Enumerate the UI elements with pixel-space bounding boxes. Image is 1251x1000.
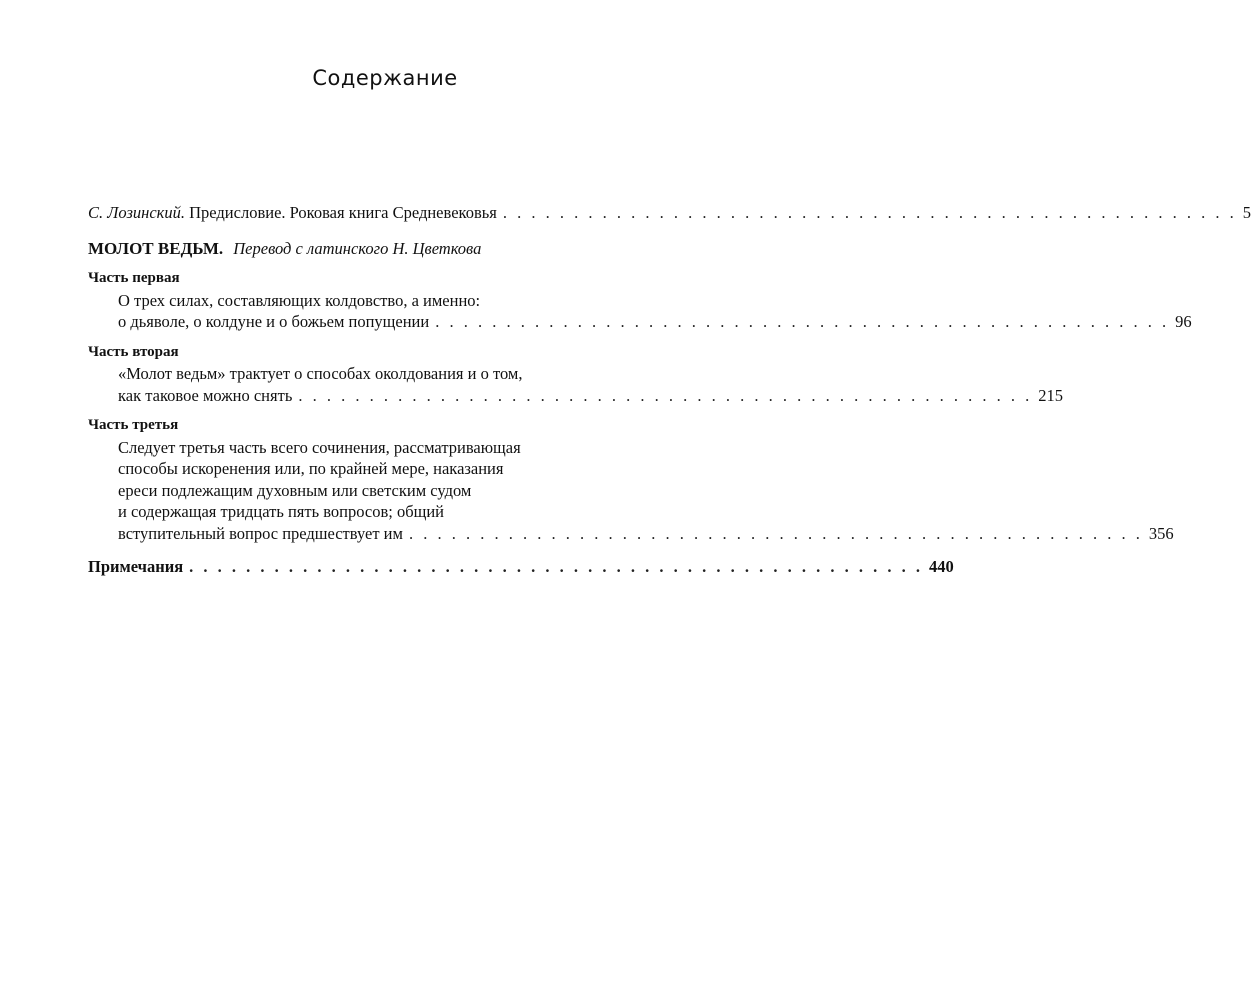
preface-title: Предисловие. Роковая книга Средневековья	[189, 203, 497, 222]
entry-line: о дьяволе, о колдуне и о божьем попущении	[118, 312, 430, 331]
dot-leader: . . . . . . . . . . . . . . . . . . . . . . . . . . . . . . . . . . . . . . . . . . . . . . . . . . . .	[408, 523, 1143, 543]
page-title: Содержание	[312, 66, 458, 90]
part-heading-1: Часть первая	[88, 270, 180, 286]
preface-author: С. Лозинский.	[88, 203, 186, 222]
entry-line: как таковое можно снять	[118, 385, 293, 405]
toc-entry-notes[interactable]	[88, 556, 954, 578]
book-title: МОЛОТ ВЕДЬМ.	[88, 238, 224, 258]
table-of-contents	[88, 202, 1251, 578]
entry-line: «Молот ведьм» трактует о способах околдования и о том,	[118, 364, 523, 383]
notes-label: Примечания	[88, 557, 184, 576]
part-heading-2: Часть вторая	[88, 343, 179, 360]
toc-entry-part-2[interactable]	[88, 363, 1063, 406]
dot-leader: . . . . . . . . . . . . . . . . . . . . . . . . . . . . . . . . . . . . . . . . . . . . . . . . . . . .	[298, 385, 1033, 405]
entry-line: ереси подлежащим духовным или светским судом	[118, 480, 472, 500]
book-heading	[88, 238, 684, 260]
entry-line: О трех силах, составляющих колдовство, а именно:	[118, 290, 481, 310]
toc-entry-part-3[interactable]	[88, 437, 1174, 545]
entry-line: способы искоренения или, по крайней мере, наказания	[118, 459, 504, 478]
page-number: 215	[1038, 385, 1063, 405]
entry-line: Следует третья часть всего сочинения, рассматривающая	[118, 437, 521, 457]
entry-line: вступительный вопрос предшествует им	[118, 523, 403, 543]
entry-line: и содержащая тридцать пять вопросов; общий	[118, 502, 444, 521]
book-subtitle: Перевод с латинского Н. Цветкова	[233, 238, 482, 258]
page-number: 5	[1242, 203, 1251, 222]
page-number: 440	[929, 557, 954, 576]
part-heading-3: Часть третья	[88, 417, 179, 433]
toc-entry-preface[interactable]	[88, 202, 1251, 224]
dot-leader: . . . . . . . . . . . . . . . . . . . . . . . . . . . . . . . . . . . . . . . . . . . . . . . . . . . .	[189, 557, 924, 576]
toc-entry-part-1[interactable]	[88, 290, 1192, 333]
page-number: 356	[1148, 523, 1174, 543]
page-number: 96	[1175, 312, 1192, 331]
dot-leader: . . . . . . . . . . . . . . . . . . . . . . . . . . . . . . . . . . . . . . . . . . . . . . . . . . . .	[502, 203, 1237, 222]
dot-leader: . . . . . . . . . . . . . . . . . . . . . . . . . . . . . . . . . . . . . . . . . . . . . . . . . . . .	[435, 312, 1170, 331]
